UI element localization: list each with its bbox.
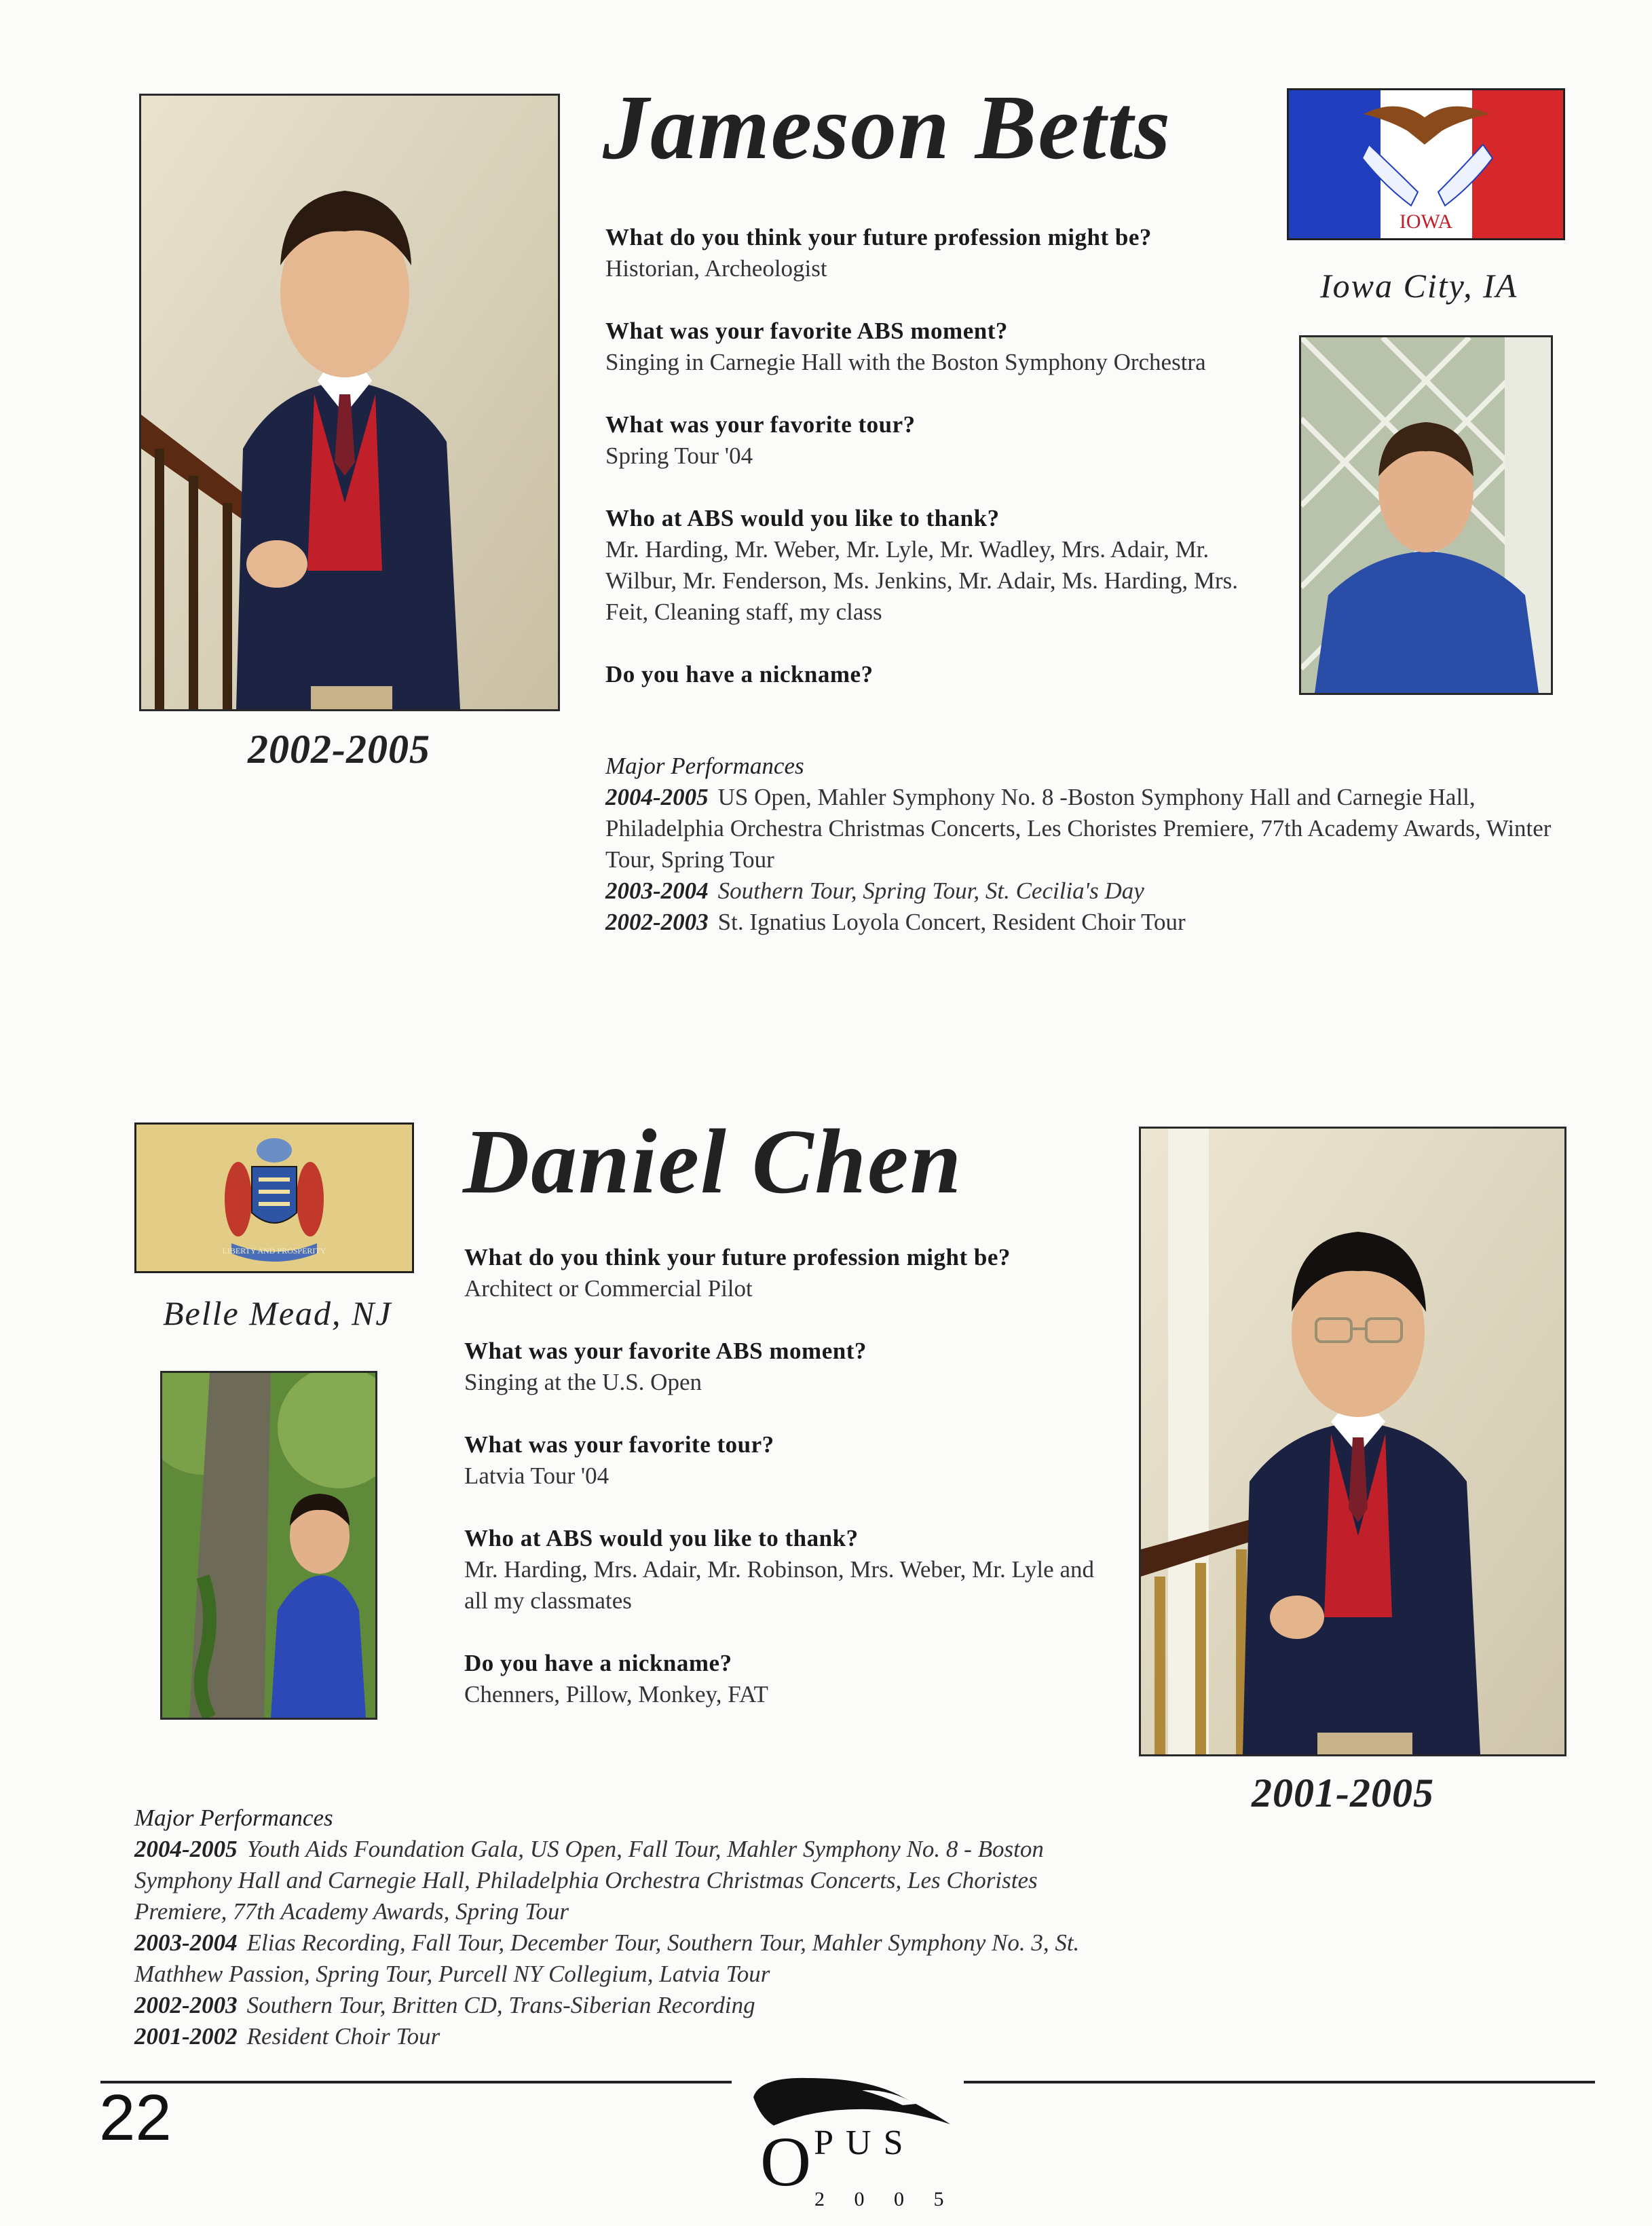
city-jameson: Iowa City, IA xyxy=(1320,267,1518,305)
question: What was your favorite tour? xyxy=(605,411,916,438)
portrait-photo-daniel xyxy=(1139,1127,1566,1756)
question: What do you think your future profession might be? xyxy=(464,1244,1011,1270)
question: What was your favorite ABS moment? xyxy=(464,1338,867,1364)
answer: Mr. Harding, Mrs. Adair, Mr. Robinson, Mrs. Weber, Mr. Lyle and all my classmates xyxy=(464,1556,1094,1614)
qa-item xyxy=(464,1523,1116,1617)
answer: Singing in Carnegie Hall with the Boston Symphony Orchestra xyxy=(605,349,1206,375)
qa-item xyxy=(464,1429,1116,1492)
casual-jameson-image xyxy=(1301,337,1551,693)
performance-entry: 2001-2002 Resident Choir Tour xyxy=(134,2023,440,2050)
question: What was your favorite tour? xyxy=(464,1431,774,1458)
performances-title: Major Performances xyxy=(605,753,804,779)
answer: Chenners, Pillow, Monkey, FAT xyxy=(464,1681,768,1708)
qa-item xyxy=(605,503,1243,628)
years-jameson: 2002-2005 xyxy=(248,727,430,772)
qa-item xyxy=(605,222,1243,284)
city-daniel: Belle Mead, NJ xyxy=(163,1294,392,1332)
iowa-flag-icon xyxy=(1289,90,1563,238)
qa-item xyxy=(464,1336,1116,1398)
portrait-daniel-image xyxy=(1141,1129,1564,1754)
answer: Architect or Commercial Pilot xyxy=(464,1275,753,1302)
performance-entry: 2002-2003 St. Ignatius Loyola Concert, Resident Choir Tour xyxy=(605,909,1186,935)
performances-daniel xyxy=(134,1803,1105,2052)
opus-logo-year: 2 0 0 5 xyxy=(814,2188,956,2210)
new-jersey-flag-icon xyxy=(136,1125,412,1271)
qa-item xyxy=(464,1242,1116,1304)
qa-item xyxy=(605,316,1243,378)
performance-entry: 2003-2004 Southern Tour, Spring Tour, St. Cecilia's Day xyxy=(605,878,1144,904)
answer: Historian, Archeologist xyxy=(605,255,827,282)
portrait-photo-jameson xyxy=(139,94,560,711)
question: Do you have a nickname? xyxy=(464,1650,732,1676)
qa-list-daniel xyxy=(464,1242,1116,1741)
performance-entry: 2004-2005 Youth Aids Foundation Gala, US Open, Fall Tour, Mahler Symphony No. 8 - Boston Symphony Hall and Carnegie Hall, Philadelphia Orchestra Christmas Concerts, Les Choristes Premiere, 77th Academy Awards, Spring Tour xyxy=(134,1836,1044,1925)
years-daniel: 2001-2005 xyxy=(1252,1771,1434,1815)
performance-entry: 2003-2004 Elias Recording, Fall Tour, December Tour, Southern Tour, Mahler Symphony No. 3, St. Mathhew Passion, Spring Tour, Purcell NY Collegium, Latvia Tour xyxy=(134,1929,1080,1987)
casual-daniel-image xyxy=(162,1373,375,1718)
answer: Mr. Harding, Mr. Weber, Mr. Lyle, Mr. Wadley, Mrs. Adair, Mr. Wilbur, Mr. Fenderson, Ms. Jenkins, Mr. Adair, Ms. Harding, Mrs. Feit, Cleaning staff, my class xyxy=(605,536,1239,625)
student-name-daniel: Daniel Chen xyxy=(463,1111,963,1213)
footer-rule-right xyxy=(964,2081,1595,2083)
portrait-jameson-image xyxy=(141,96,558,709)
performance-entry: 2002-2003 Southern Tour, Britten CD, Trans-Siberian Recording xyxy=(134,1992,755,2018)
new-jersey-flag-motto: LIBERTY AND PROSPERITY xyxy=(222,1246,326,1256)
qa-item xyxy=(605,409,1243,472)
student-name-jameson: Jameson Betts xyxy=(603,77,1172,178)
page-number: 22 xyxy=(99,2081,172,2154)
question: Who at ABS would you like to thank? xyxy=(464,1525,859,1551)
iowa-flag xyxy=(1287,88,1565,240)
casual-photo-jameson xyxy=(1299,335,1553,695)
performances-jameson xyxy=(605,751,1569,938)
question: What was your favorite ABS moment? xyxy=(605,318,1008,344)
footer-rule-left xyxy=(100,2081,732,2083)
answer: Latvia Tour '04 xyxy=(464,1463,609,1489)
performance-entry: 2004-2005 US Open, Mahler Symphony No. 8 -Boston Symphony Hall and Carnegie Hall, Philadelphia Orchestra Christmas Concerts, Les Choristes Premiere, 77th Academy Awards, Winter Tour, Spring Tour xyxy=(605,784,1552,873)
question: Do you have a nickname? xyxy=(605,661,874,687)
question: What do you think your future profession might be? xyxy=(605,224,1152,250)
opus-logo xyxy=(733,2063,964,2219)
performances-title: Major Performances xyxy=(134,1805,333,1831)
qa-item xyxy=(605,659,1243,690)
qa-item xyxy=(464,1648,1116,1710)
question: Who at ABS would you like to thank? xyxy=(605,505,1000,531)
qa-list-jameson xyxy=(605,222,1243,721)
new-jersey-flag xyxy=(134,1123,414,1273)
opus-logo-letters: O P U S xyxy=(760,2123,903,2201)
iowa-flag-label: IOWA xyxy=(1399,210,1453,233)
answer: Spring Tour '04 xyxy=(605,442,753,469)
casual-photo-daniel xyxy=(160,1371,377,1720)
answer: Singing at the U.S. Open xyxy=(464,1369,702,1395)
